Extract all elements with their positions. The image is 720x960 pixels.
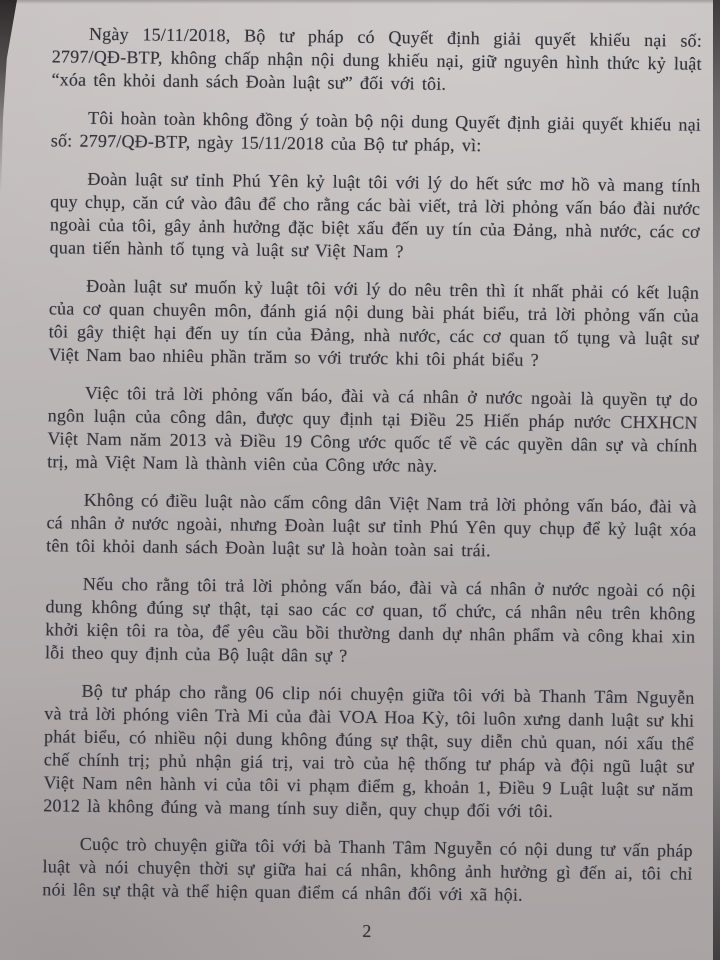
scan-edge-top (0, 0, 720, 4)
paragraph-disagreement: Tôi hoàn toàn không đồng ý toàn bộ nội dung Quyết định giải quyết khiếu nại số: 2797/QĐ-BTP, ngày 15/11/2018 của Bộ tư pháp, vì: (50, 107, 702, 156)
scan-edge-right (713, 0, 720, 960)
paragraph-vague-grounds: Đoàn luật sư tỉnh Phú Yên kỷ luật tôi với lý do hết sức mơ hồ và mang tính quy chụp, căn cứ vào đâu để cho rằng các bài viết, trả lời phỏng vấn báo đài nước ngoài của tôi, gây ảnh hưởng đặc biệt xấu đến uy tín của Đảng, nhà nước, các cơ quan tiến hành tố tụng và luật sư Việt Nam ? (49, 168, 701, 262)
scan-edge-left (0, 0, 17, 195)
paragraph-civil-lawsuit-question: Nếu cho rằng tôi trả lời phỏng vấn báo, đài và cá nhân ở nước ngoài có nội dung không đúng sự thật, tại sao các cơ quan, tổ chức, cá nhân nêu trên không khởi kiện tôi ra tòa, để yêu cầu bồi thường danh dự nhân phẩm và công khai xin lỗi theo quy định của Bộ luật dân sự ? (44, 573, 696, 666)
document-body (42, 22, 702, 946)
paragraph-decision-summary: Ngày 15/11/2018, Bộ tư pháp có Quyết định giải quyết khiếu nại số: 2797/QĐ-BTP, không chấp nhận nội dung khiếu nại, giữ nguyên hình thức kỷ luật “xóa tên khỏi danh sách Đoàn luật sư” đối với tôi. (51, 23, 703, 94)
paragraph-free-speech-rights: Việc tôi trả lời phỏng vấn báo, đài và cá nhân ở nước ngoài là quyền tự do ngôn luận của công dân, được quy định tại Điều 25 Hiến pháp nước CHXHCN Việt Nam năm 2013 và Điều 19 Công ước quốc tế về các quyền dân sự và chính trị, mà Việt Nam là thành viên của Công ước này. (47, 382, 699, 476)
paragraph-need-expert-conclusion: Đoàn luật sư muốn kỷ luật tôi với lý do nêu trên thì ít nhất phải có kết luận của cơ quan chuyên môn, đánh giá nội dung bài phát biểu, trả lời phỏng vấn của tôi gây thiệt hại đến uy tín của Đảng, nhà nước, các cơ quan tố tụng và luật sư Việt Nam bao nhiêu phần trăm so với trước khi tôi phát biểu ? (48, 275, 700, 370)
paragraph-no-law-forbids: Không có điều luật nào cấm công dân Việt Nam trả lời phỏng vấn báo, đài và cá nhân ở nước ngoài, nhưng Đoàn luật sư tỉnh Phú Yên quy chụp để kỷ luật xóa tên tôi khỏi danh sách Đoàn luật sư là hoàn toàn sai trái. (46, 489, 697, 561)
page-number: 2 (362, 920, 372, 942)
paragraph-six-clips-voa: Bộ tư pháp cho rằng 06 clip nói chuyện giữa tôi với bà Thanh Tâm Nguyễn và trả lời phóng viên Trà Mi của đài VOA Hoa Kỳ, tôi luôn xưng danh luật sư khi phát biểu, có nhiều nội dung không đúng sự thật, suy diễn chủ quan, nói xấu thể chế chính trị; phủ nhận giá trị, vai trò của hệ thống tư pháp và đội ngũ luật sư Việt Nam nên hành vi của tôi vi phạm điểm g, khoản 1, Điều 9 Luật luật sư năm 2012 là không đúng và mang tính suy diễn, quy chụp đối với tôi. (43, 680, 695, 822)
paragraph-private-conversation: Cuộc trò chuyện giữa tôi với bà Thanh Tâm Nguyễn có nội dung tư vấn pháp luật và nói chuyện thời sự giữa hai cá nhân, không ảnh hưởng gì đến ai, tôi chỉ nói lên sự thật và thể hiện quan điểm cá nhân đối với xã hội. (42, 833, 693, 905)
